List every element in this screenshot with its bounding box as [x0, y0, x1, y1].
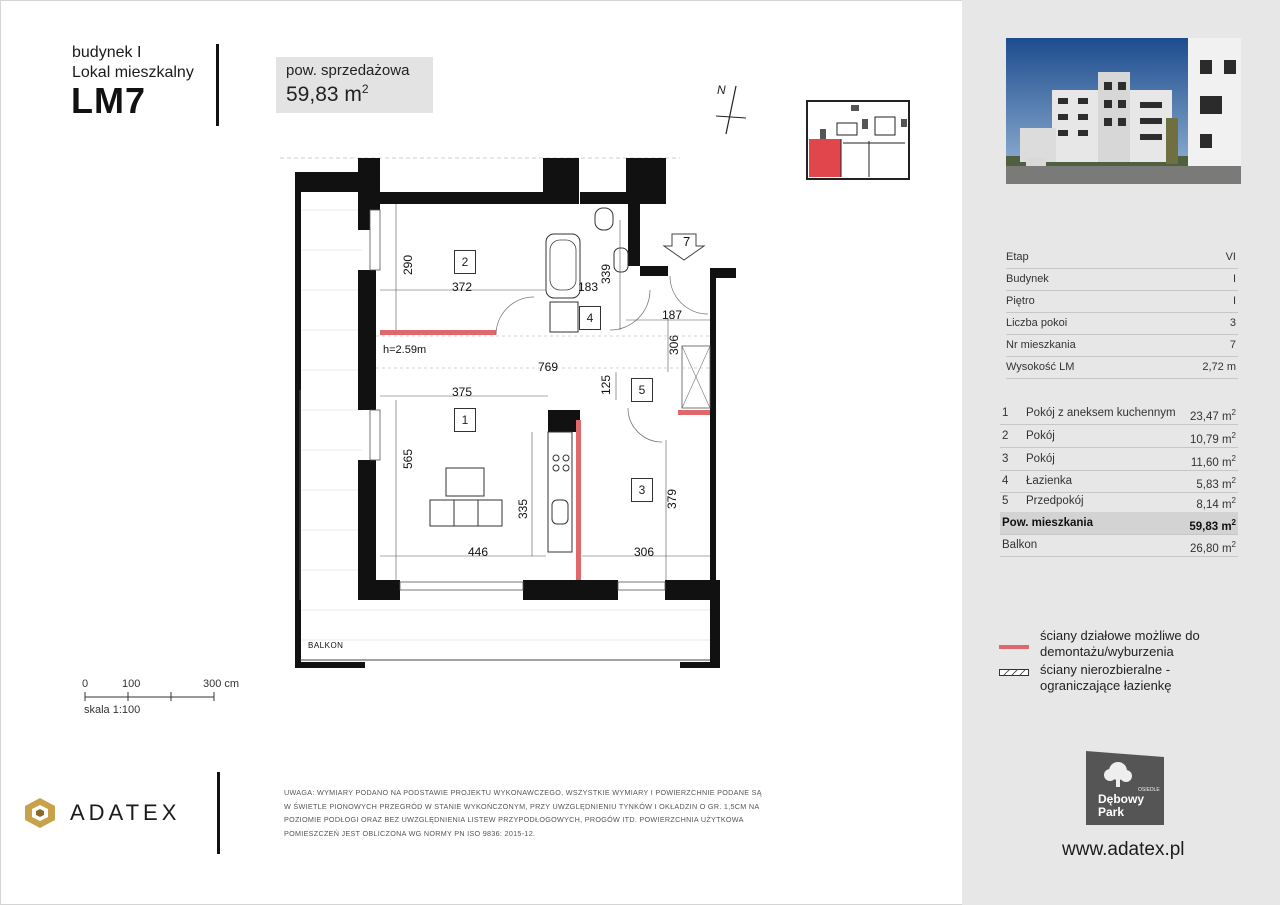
dim-375: 375	[452, 385, 473, 399]
sales-area-label: pow. sprzedażowa	[286, 62, 410, 79]
building-render-image	[1006, 38, 1241, 184]
dim-306-horizontal: 306	[634, 545, 655, 559]
dim-290: 290	[401, 254, 416, 276]
legend-nonremovable-swatch	[999, 669, 1029, 677]
website-url: www.adatex.pl	[1062, 839, 1185, 860]
disclaimer-note: UWAGA: WYMIARY PODANO NA PODSTAWIE PROJEKTU WYKONAWCZEGO, WSZYSTKIE WYMIARY I POWIERZCHNIE PODANE SĄ W ŚWIETLE PIONOWYCH PRZEGRÓD W STANIE WYKOŃCZONYM, PRZY UWZGLĘDNIENIU TYNKÓW I OKŁADZIN O GR. 1,5CM NA POZIOMIE PODŁOGI ORAZ BEZ UWZGLĘDNIENIA LISTEW PRZYPODŁOGOWYCH, PROGÓW ITD. POWIERZCHNIA UŻYTKOWA POMIESZCZEŃ JEST OBLICZONA WG NORMY PN ISO 9836: 2015-12.	[284, 788, 762, 838]
legend-removable-swatch	[999, 645, 1029, 649]
logo-line-debowy: Dębowy	[1098, 792, 1145, 806]
dim-379: 379	[665, 488, 680, 510]
scale-label: skala 1:100	[84, 704, 141, 716]
unit-type-label: Lokal mieszkalny	[72, 64, 194, 81]
scale-tick-300: 300 cm	[203, 678, 240, 690]
info-row-height: Wysokość LM 2,72 m	[1006, 356, 1238, 379]
logo-line-park: Park	[1098, 805, 1125, 819]
scale-tick-0: 0	[82, 678, 89, 690]
compass-north-label: N	[717, 83, 726, 97]
adatex-logo-text: ADATEX	[70, 800, 181, 825]
compass-icon	[706, 80, 752, 136]
legend-removable-text: ściany działowe możliwe do demontażu/wyburzenia	[1040, 628, 1200, 659]
dim-187: 187	[662, 308, 683, 322]
adatex-logo-icon	[22, 796, 58, 830]
debowy-park-logo	[1086, 751, 1164, 825]
room-number-2: 2	[454, 250, 476, 274]
dim-335: 335	[516, 498, 531, 520]
dim-372: 372	[452, 280, 473, 294]
room-row-3: 3 Pokój 11,60 $m^2$	[1000, 448, 1238, 471]
scale-bar	[84, 691, 216, 703]
building-label: budynek I	[72, 44, 142, 61]
entrance-number: 7	[683, 234, 691, 249]
unit-code: LM7	[71, 80, 146, 121]
room-number-1: 1	[454, 408, 476, 432]
footer-divider	[217, 772, 220, 854]
info-row-rooms-count: Liczba pokoi 3	[1006, 312, 1238, 335]
logo-line-osiedle: OSIEDLE	[1138, 787, 1160, 793]
dim-306-vertical: 306	[667, 334, 682, 356]
info-row-stage: Etap VI	[1006, 246, 1238, 269]
info-row-floor: Piętro I	[1006, 290, 1238, 313]
balcony-label: BALKON	[308, 641, 344, 650]
dim-769: 769	[538, 360, 559, 374]
dim-125: 125	[599, 374, 614, 396]
height-note: h=2.59m	[383, 344, 427, 356]
room-row-2: 2 Pokój 10,79 $m^2$	[1000, 425, 1238, 448]
dim-565: 565	[401, 448, 416, 470]
info-row-unit-number: Nr mieszkania 7	[1006, 334, 1238, 357]
room-number-4: 4	[579, 306, 601, 330]
legend-nonremovable-text: ściany nierozbieralne - ograniczające łazienkę	[1040, 662, 1172, 693]
room-row-4: 4 Łazienka 5,83 $m^2$	[1000, 470, 1238, 493]
key-plan	[805, 99, 911, 181]
scale-tick-100: 100	[122, 678, 141, 690]
header-divider	[216, 44, 219, 126]
info-row-building: Budynek I	[1006, 268, 1238, 291]
floor-plan	[270, 150, 750, 680]
dim-446: 446	[468, 545, 489, 559]
room-number-3: 3	[631, 478, 653, 502]
dim-183: 183	[578, 280, 599, 294]
sales-area-box	[276, 57, 433, 113]
room-row-5: 5 Przedpokój 8,14 $m^2$	[1000, 490, 1238, 513]
balcony-area-row: Balkon 26,80 $m^2$	[1000, 534, 1238, 557]
dim-339: 339	[599, 263, 614, 285]
sales-area-value: 59,83 $m^2$	[286, 82, 369, 106]
room-row-1: 1 Pokój z aneksem kuchennym 23,47 $m^2$	[1000, 402, 1238, 425]
room-number-5: 5	[631, 378, 653, 402]
total-area-row: Pow. mieszkania 59,83 $m^2$	[1000, 512, 1238, 535]
